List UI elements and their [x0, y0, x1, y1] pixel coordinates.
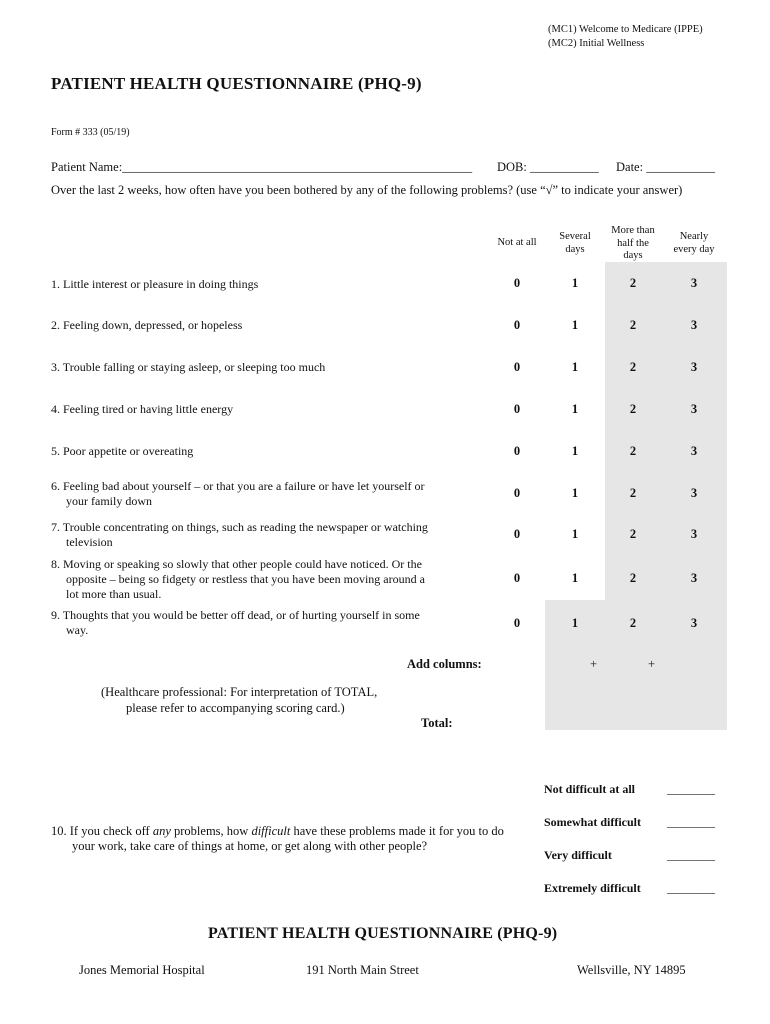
- program-tag: [548, 23, 703, 51]
- question-text-line1: 4. Feeling tired or having little energy: [51, 402, 234, 416]
- program-tag-line-2: (MC2) Initial Wellness: [548, 38, 645, 49]
- patient-name-field[interactable]: Patient Name:________________________________________________________: [51, 160, 473, 174]
- question-text-line1: 7. Trouble concentrating on things, such as reading the newspaper or watching: [51, 520, 428, 534]
- footer-address: 191 North Main Street: [306, 963, 419, 977]
- add-plus-1: +: [590, 657, 598, 671]
- question-item: [51, 277, 451, 292]
- footer-hospital: Jones Memorial Hospital: [79, 963, 205, 977]
- date-field[interactable]: Date: ___________: [616, 160, 715, 174]
- score-option-s0[interactable]: 0: [513, 360, 521, 374]
- score-option-s1[interactable]: 1: [571, 486, 579, 500]
- score-option-s2[interactable]: 2: [629, 527, 637, 541]
- question-text-line3: lot more than usual.: [66, 587, 162, 601]
- question-item: [51, 402, 451, 417]
- score-option-s1[interactable]: 1: [571, 402, 579, 416]
- difficulty-option-label: Very difficult: [544, 848, 612, 862]
- difficulty-option-label: Somewhat difficult: [544, 815, 641, 829]
- score-option-s2[interactable]: 2: [629, 318, 637, 332]
- question-text-line1: 3. Trouble falling or staying asleep, or sleeping too much: [51, 360, 326, 374]
- col-not-at-all: Not at all: [497, 237, 537, 248]
- difficulty-option-label: Not difficult at all: [544, 782, 635, 796]
- question-text-line1: 2. Feeling down, depressed, or hopeless: [51, 318, 243, 332]
- question-text-line2: opposite – being so fidgety or restless that you have been moving around a: [66, 572, 425, 586]
- col-several-days: Several days: [559, 231, 591, 255]
- q10-text-line-2: your work, take care of things at home, or get along with other people?: [72, 839, 428, 853]
- question-item: [51, 444, 451, 459]
- hp-note-line-2: please refer to accompanying scoring card.): [126, 701, 345, 715]
- score-option-s3[interactable]: 3: [690, 402, 698, 416]
- score-option-s1[interactable]: 1: [571, 571, 579, 585]
- score-option-s0[interactable]: 0: [513, 571, 521, 585]
- footer-city: Wellsville, NY 14895: [577, 963, 686, 977]
- score-option-s0[interactable]: 0: [513, 276, 521, 290]
- score-option-s3[interactable]: 3: [690, 527, 698, 541]
- col-nearly-every-day: Nearly every day: [673, 231, 715, 255]
- score-option-s2[interactable]: 2: [629, 276, 637, 290]
- question-item: [51, 608, 451, 638]
- score-option-s3[interactable]: 3: [690, 616, 698, 630]
- score-option-s2[interactable]: 2: [629, 360, 637, 374]
- score-option-s1[interactable]: 1: [571, 276, 579, 290]
- score-option-s2[interactable]: 2: [629, 444, 637, 458]
- score-option-s3[interactable]: 3: [690, 360, 698, 374]
- score-option-s3[interactable]: 3: [690, 571, 698, 585]
- question-item: [51, 318, 451, 333]
- score-option-s3[interactable]: 3: [690, 276, 698, 290]
- score-option-s1[interactable]: 1: [571, 318, 579, 332]
- score-option-s2[interactable]: 2: [629, 402, 637, 416]
- col-more-than-half: More than half the days: [611, 225, 655, 261]
- score-option-s0[interactable]: 0: [513, 402, 521, 416]
- page-title: PATIENT HEALTH QUESTIONNAIRE (PHQ-9): [51, 74, 422, 93]
- score-option-s1[interactable]: 1: [571, 444, 579, 458]
- question-text-line1: 5. Poor appetite or overeating: [51, 444, 194, 458]
- score-option-s3[interactable]: 3: [690, 444, 698, 458]
- score-option-s1[interactable]: 1: [571, 527, 579, 541]
- difficulty-option-blank[interactable]: ________: [667, 782, 715, 796]
- score-option-s3[interactable]: 3: [690, 318, 698, 332]
- question-text-line1: 6. Feeling bad about yourself – or that you are a failure or have let yourself or: [51, 479, 425, 493]
- dob-field[interactable]: DOB: ___________: [497, 160, 599, 174]
- program-tag-line-1: (MC1) Welcome to Medicare (IPPE): [548, 24, 703, 35]
- score-option-s1[interactable]: 1: [571, 360, 579, 374]
- q10-text: 10. If you check off any problems, how difficult have these problems made it for you to do: [51, 824, 504, 838]
- score-option-s0[interactable]: 0: [513, 616, 521, 630]
- add-columns-label: Add columns:: [407, 657, 482, 671]
- footer-title: PATIENT HEALTH QUESTIONNAIRE (PHQ-9): [208, 925, 558, 942]
- difficulty-option-blank[interactable]: ________: [667, 848, 715, 862]
- score-option-s2[interactable]: 2: [629, 486, 637, 500]
- score-option-s0[interactable]: 0: [513, 486, 521, 500]
- score-option-s2[interactable]: 2: [629, 571, 637, 585]
- hp-note-line-1: (Healthcare professional: For interpretation of TOTAL,: [101, 685, 378, 699]
- score-option-s3[interactable]: 3: [690, 486, 698, 500]
- form-number: Form # 333 (05/19): [51, 127, 130, 138]
- score-option-s1[interactable]: 1: [571, 616, 579, 630]
- instructions: Over the last 2 weeks, how often have you been bothered by any of the following problems? (use “√” to indicate your answer): [51, 183, 683, 197]
- score-option-s0[interactable]: 0: [513, 444, 521, 458]
- difficulty-option-blank[interactable]: ________: [667, 881, 715, 895]
- question-text-line1: 1. Little interest or pleasure in doing things: [51, 277, 259, 291]
- difficulty-option-label: Extremely difficult: [544, 881, 641, 895]
- question-text-line2: television: [66, 535, 113, 549]
- score-option-s0[interactable]: 0: [513, 318, 521, 332]
- question-text-line2: way.: [66, 623, 89, 637]
- difficulty-option-blank[interactable]: ________: [667, 815, 715, 829]
- question-item: [51, 479, 451, 509]
- question-text-line1: 9. Thoughts that you would be better off dead, or of hurting yourself in some: [51, 608, 420, 622]
- question-item: [51, 520, 451, 550]
- score-option-s0[interactable]: 0: [513, 527, 521, 541]
- add-plus-2: +: [648, 657, 656, 671]
- question-item: [51, 360, 451, 375]
- question-item: [51, 557, 451, 602]
- question-text-line2: your family down: [66, 494, 152, 508]
- question-text-line1: 8. Moving or speaking so slowly that other people could have noticed. Or the: [51, 557, 422, 571]
- score-option-s2[interactable]: 2: [629, 616, 637, 630]
- total-label: Total:: [421, 716, 453, 730]
